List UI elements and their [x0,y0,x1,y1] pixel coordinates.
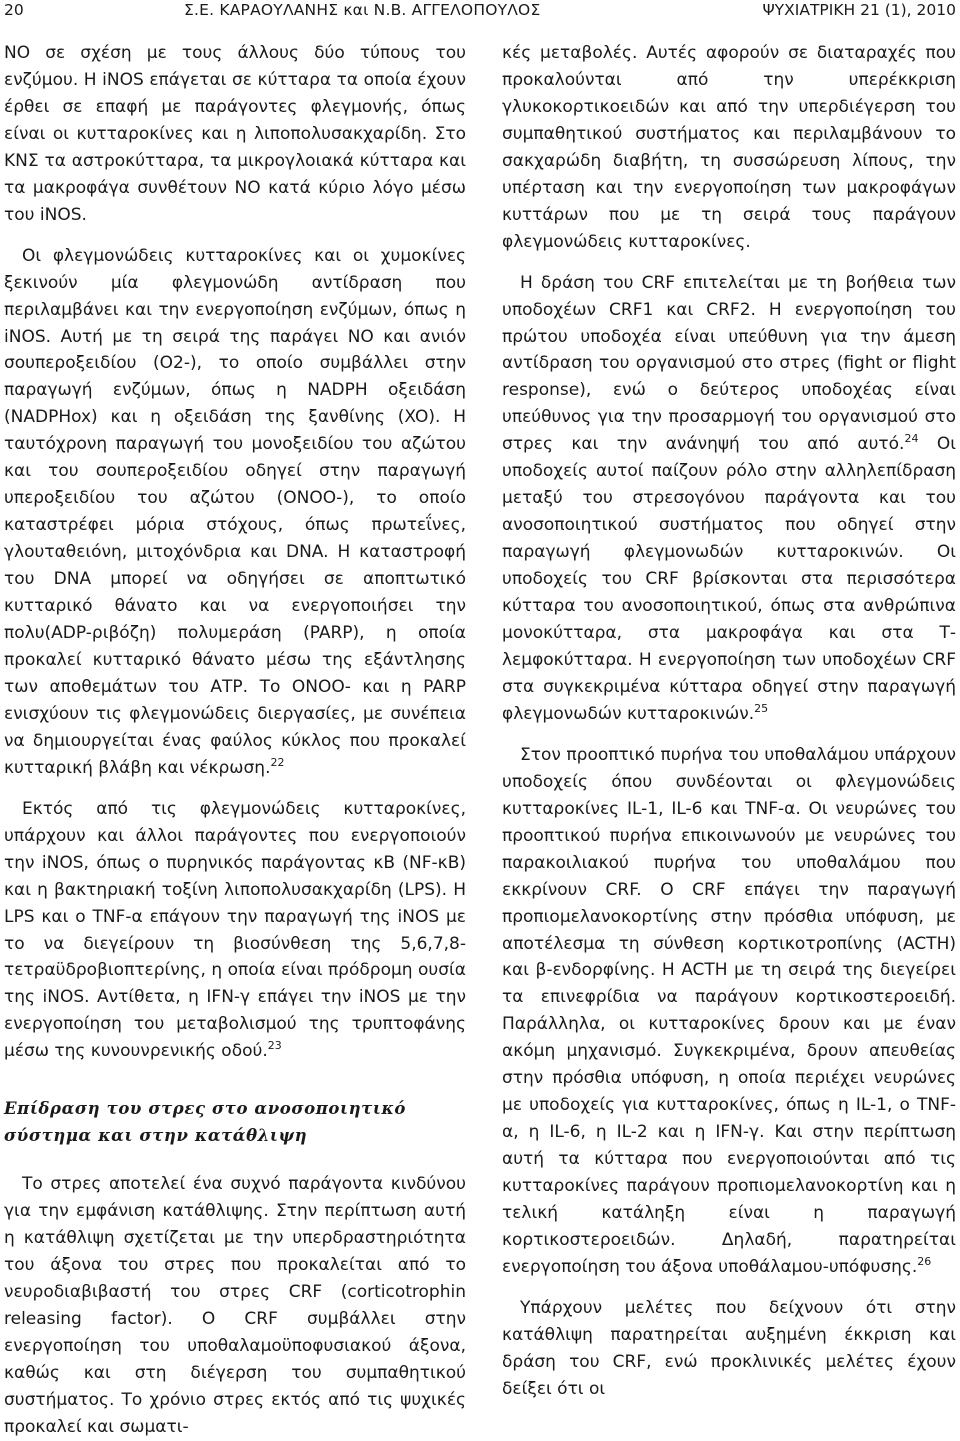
reference-superscript: 22 [270,755,285,769]
paragraph-text: Η δράση του CRF επιτελείται με τη βοήθεια των υποδοχέων CRF1 και CRF2. Η ενεργοποίηση του πρώτου υποδοχέα είναι υπεύθυνη για την άμεση αντίδραση του οργανισμού στο στρες (fight or flight response), ενώ ο δεύτερος υποδοχέας είναι υπεύθυνος για την προσαρμογή του οργανισμού στο στρες και την ανάνηψή του από αυτό. [502,272,956,455]
paragraph-text: Οι υποδοχείς αυτοί παίζουν ρόλο στην αλληλεπίδραση μεταξύ του στρεσογόνου παράγοντα και του ανοσοποιητικού συστήματος που οδηγεί στην παραγωγή φλεγμονωδών κυτταροκινών. Οι υποδοχείς του CRF βρίσκονται στα περισσότερα κύτταρα του ανοσοποιητικού, όπως στα ανθρώπινα μονοκύτταρα, στα μακροφάγα και στα Τ-λεμφοκύτταρα. Η ενεργοποίηση των υποδοχέων CRF στα συγκεκριμένα κύτταρα οδηγεί στην παραγωγή φλεγμονωδών κυτταροκινών. [502,434,956,724]
reference-superscript: 23 [267,1039,282,1053]
running-header [0,0,960,28]
paragraph-text: Στον προοπτικό πυρήνα του υποθαλάμου υπάρχουν υποδοχείς όπου συνδέονται οι φλεγμονώδεις κυτταροκίνες IL-1, IL-6 και TNF-α. Οι νευρώνες του προοπτικού πυρήνα επικοινωνούν με νευρώνες του παρακοιλιακού πυρήνα του υποθαλάμου που εκκρίνουν CRF. Ο CRF επάγει την παραγωγή προπιομελανοκορτίνης στην πρόσθια υπόφυση, με αποτέλεσμα τη σύνθεση κορτικοτροπίνης (ACTH) και β-ενδορφίνης. Η ACTH με τη σειρά της διεγείρει τα επινεφρίδια να παράγουν κορτικοστεροειδή. Παράλληλα, οι κυτταροκίνες δρουν και με έναν ακόμη μηχανισμό. Συγκεκριμένα, δρουν απευθείας στην πρόσθια υπόφυση, η οποία περιέχει νευρώνες με υποδοχείς για κυτταροκίνες, όπως η IL-1, ο TNF-α, η IL-6, η IL-2 και η IFN-γ. Και στην περίπτωση αυτή τα κύτταρα που ενεργοποιούνται από τις κυτταροκίνες παράγουν προπιομελανοκορτίνη και η τελική κατάληξη είναι η παραγωγή κορτικοστεροειδών. Δηλαδή, παρατηρείται ενεργοποίηση του άξονα υποθάλαμου-υπόφυσης. [502,744,956,1277]
paragraph-text: Εκτός από τις φλεγμονώδεις κυτταροκίνες, υπάρχουν και άλλοι παράγοντες που ενεργοποιούν την iNOS, όπως ο πυρηνικός παράγοντας κΒ (NF-κΒ) και η βακτηριακή τοξίνη λιποπολυσακχαρίδη (LPS). Η LPS και ο TNF-α επάγουν την παραγωγή της iNOS με το να διεγείρουν τη βιοσύνθεση της 5,6,7,8-τετραϋδροβιοπτερίνης, η οποία είναι πρόδρομη ουσία της iNOS. Αντίθετα, η IFN-γ επάγει την iNOS με την ενεργοποίηση του μεταβολισμού της τρυπτοφάνης μέσω της κυνουνρενικής οδού. [4,798,466,1062]
paragraph: Το στρες αποτελεί ένα συχνό παράγοντα κινδύνου για την εμφάνιση κατάθλιψης. Στην περίπτωση αυτή η κατάθλιψη σχετίζεται με την υπερδραστηριότητα του άξονα του στρες που προκαλείται από το νευροδιαβιβαστή του στρες CRF (corticotrophin releasing factor). Ο CRF συμβάλλει στην ενεργοποίηση του υποθαλαμοϋποφυσιακού άξονα, καθώς και στη διέγερση του συμπαθητικού συστήματος. Το χρόνιο στρες εκτός από τις ψυχικές προκαλεί και σωματι- [4,1174,466,1437]
paragraph [502,270,956,728]
paragraph-text: Οι φλεγμονώδεις κυτταροκίνες και οι χυμοκίνες ξεκινούν μία φλεγμονώδη αντίδραση που περιλαμβάνει και την ενεργοποίηση ενζύμων, όπως η iNOS. Αυτή με τη σειρά της παράγει ΝΟ και ανιόν σουπεροξειδίου (Ο2-), το οποίο συμβάλλει στην παραγωγή ενζύμων, όπως η NADPH οξειδάση (NADPHox) και η οξειδάση της ξανθίνης (XO). Η ταυτόχρονη παραγωγή του μονοξειδίου του αζώτου και του σουπεροξειδίου οδηγεί στην παραγωγή υπεροξειδίου του αζώτου (ΟΝΟΟ-), το οποίο καταστρέφει μόρια στόχους, όπως πρωτεΐνες, γλουταθειόνη, μιτοχόνδρια και DNA. Η καταστροφή του DNA μπορεί να οδηγήσει σε αποπτωτικό κυτταρικό θάνατο και να ενεργοποιήσει την πολυ(ADP-ριβόζη) πολυμεράση (PARP), η οποία προκαλεί κυτταρικό θάνατο μέσω της εξάντλησης των αποθεμάτων του ΑΤΡ. Το ΟΝΟΟ- και η PARP ενισχύουν τις φλεγμονώδεις διεργασίες, με συνέπεια να δημιουργείται ένας φαύλος κύκλος που προκαλεί κυτταρική βλάβη και νέκρωση. [4,245,466,778]
reference-superscript: 25 [754,701,769,715]
section-heading: Επίδραση του στρες στο ανοσοποιητικό σύστημα και στην κατάθλιψη [4,1099,407,1146]
paragraph [4,243,466,782]
paragraph: κές μεταβολές. Αυτές αφορούν σε διαταραχές που προκαλούνται από την υπερέκκριση γλυκοκορτικοειδών και από την υπερδιέγερση του συμπαθητικού συστήματος και περιλαμβάνουν το σακχαρώδη διαβήτη, τη συσσώρευση λίπους, την υπέρταση και την ενεργοποίηση των μακροφάγων κυττάρων που με τη σειρά τους παράγουν φλεγμονώδεις κυτταροκίνες. [502,43,956,252]
paragraph [502,742,956,1281]
reference-superscript: 26 [917,1254,932,1268]
running-header-authors: Σ.Ε. ΚΑΡΑΟΥΛΑΝΗΣ και Ν.Β. ΑΓΓΕΛΟΠΟΥΛΟΣ [184,1,541,19]
running-header-journal: ΨΥΧΙΑΤΡΙΚΗ 21 (1), 2010 [762,1,956,19]
left-column [4,40,466,1441]
right-column [502,40,956,1403]
paragraph: Υπάρχουν μελέτες που δείχνουν ότι στην κατάθλιψη παρατηρείται αυξημένη έκκριση και δράση του CRF, ενώ προκλινικές μελέτες έχουν δείξει ότι οι [502,1297,956,1399]
reference-superscript: 24 [904,432,919,446]
paragraph: ΝΟ σε σχέση με τους άλλους δύο τύπους του ενζύμου. Η iNOS επάγεται σε κύτταρα τα οποία έχουν έρθει σε επαφή με παράγοντες φλεγμονής, όπως είναι οι κυτταροκίνες και η λιποπολυσακχαρίδη. Στο ΚΝΣ τα αστροκύτταρα, τα μικρογλοιακά κύτταρα και τα μακροφάγα συνθέτουν ΝΟ κατά κύριο λόγο μέσω του iNOS. [4,43,466,225]
page-number: 20 [4,1,24,19]
paragraph [4,796,466,1066]
